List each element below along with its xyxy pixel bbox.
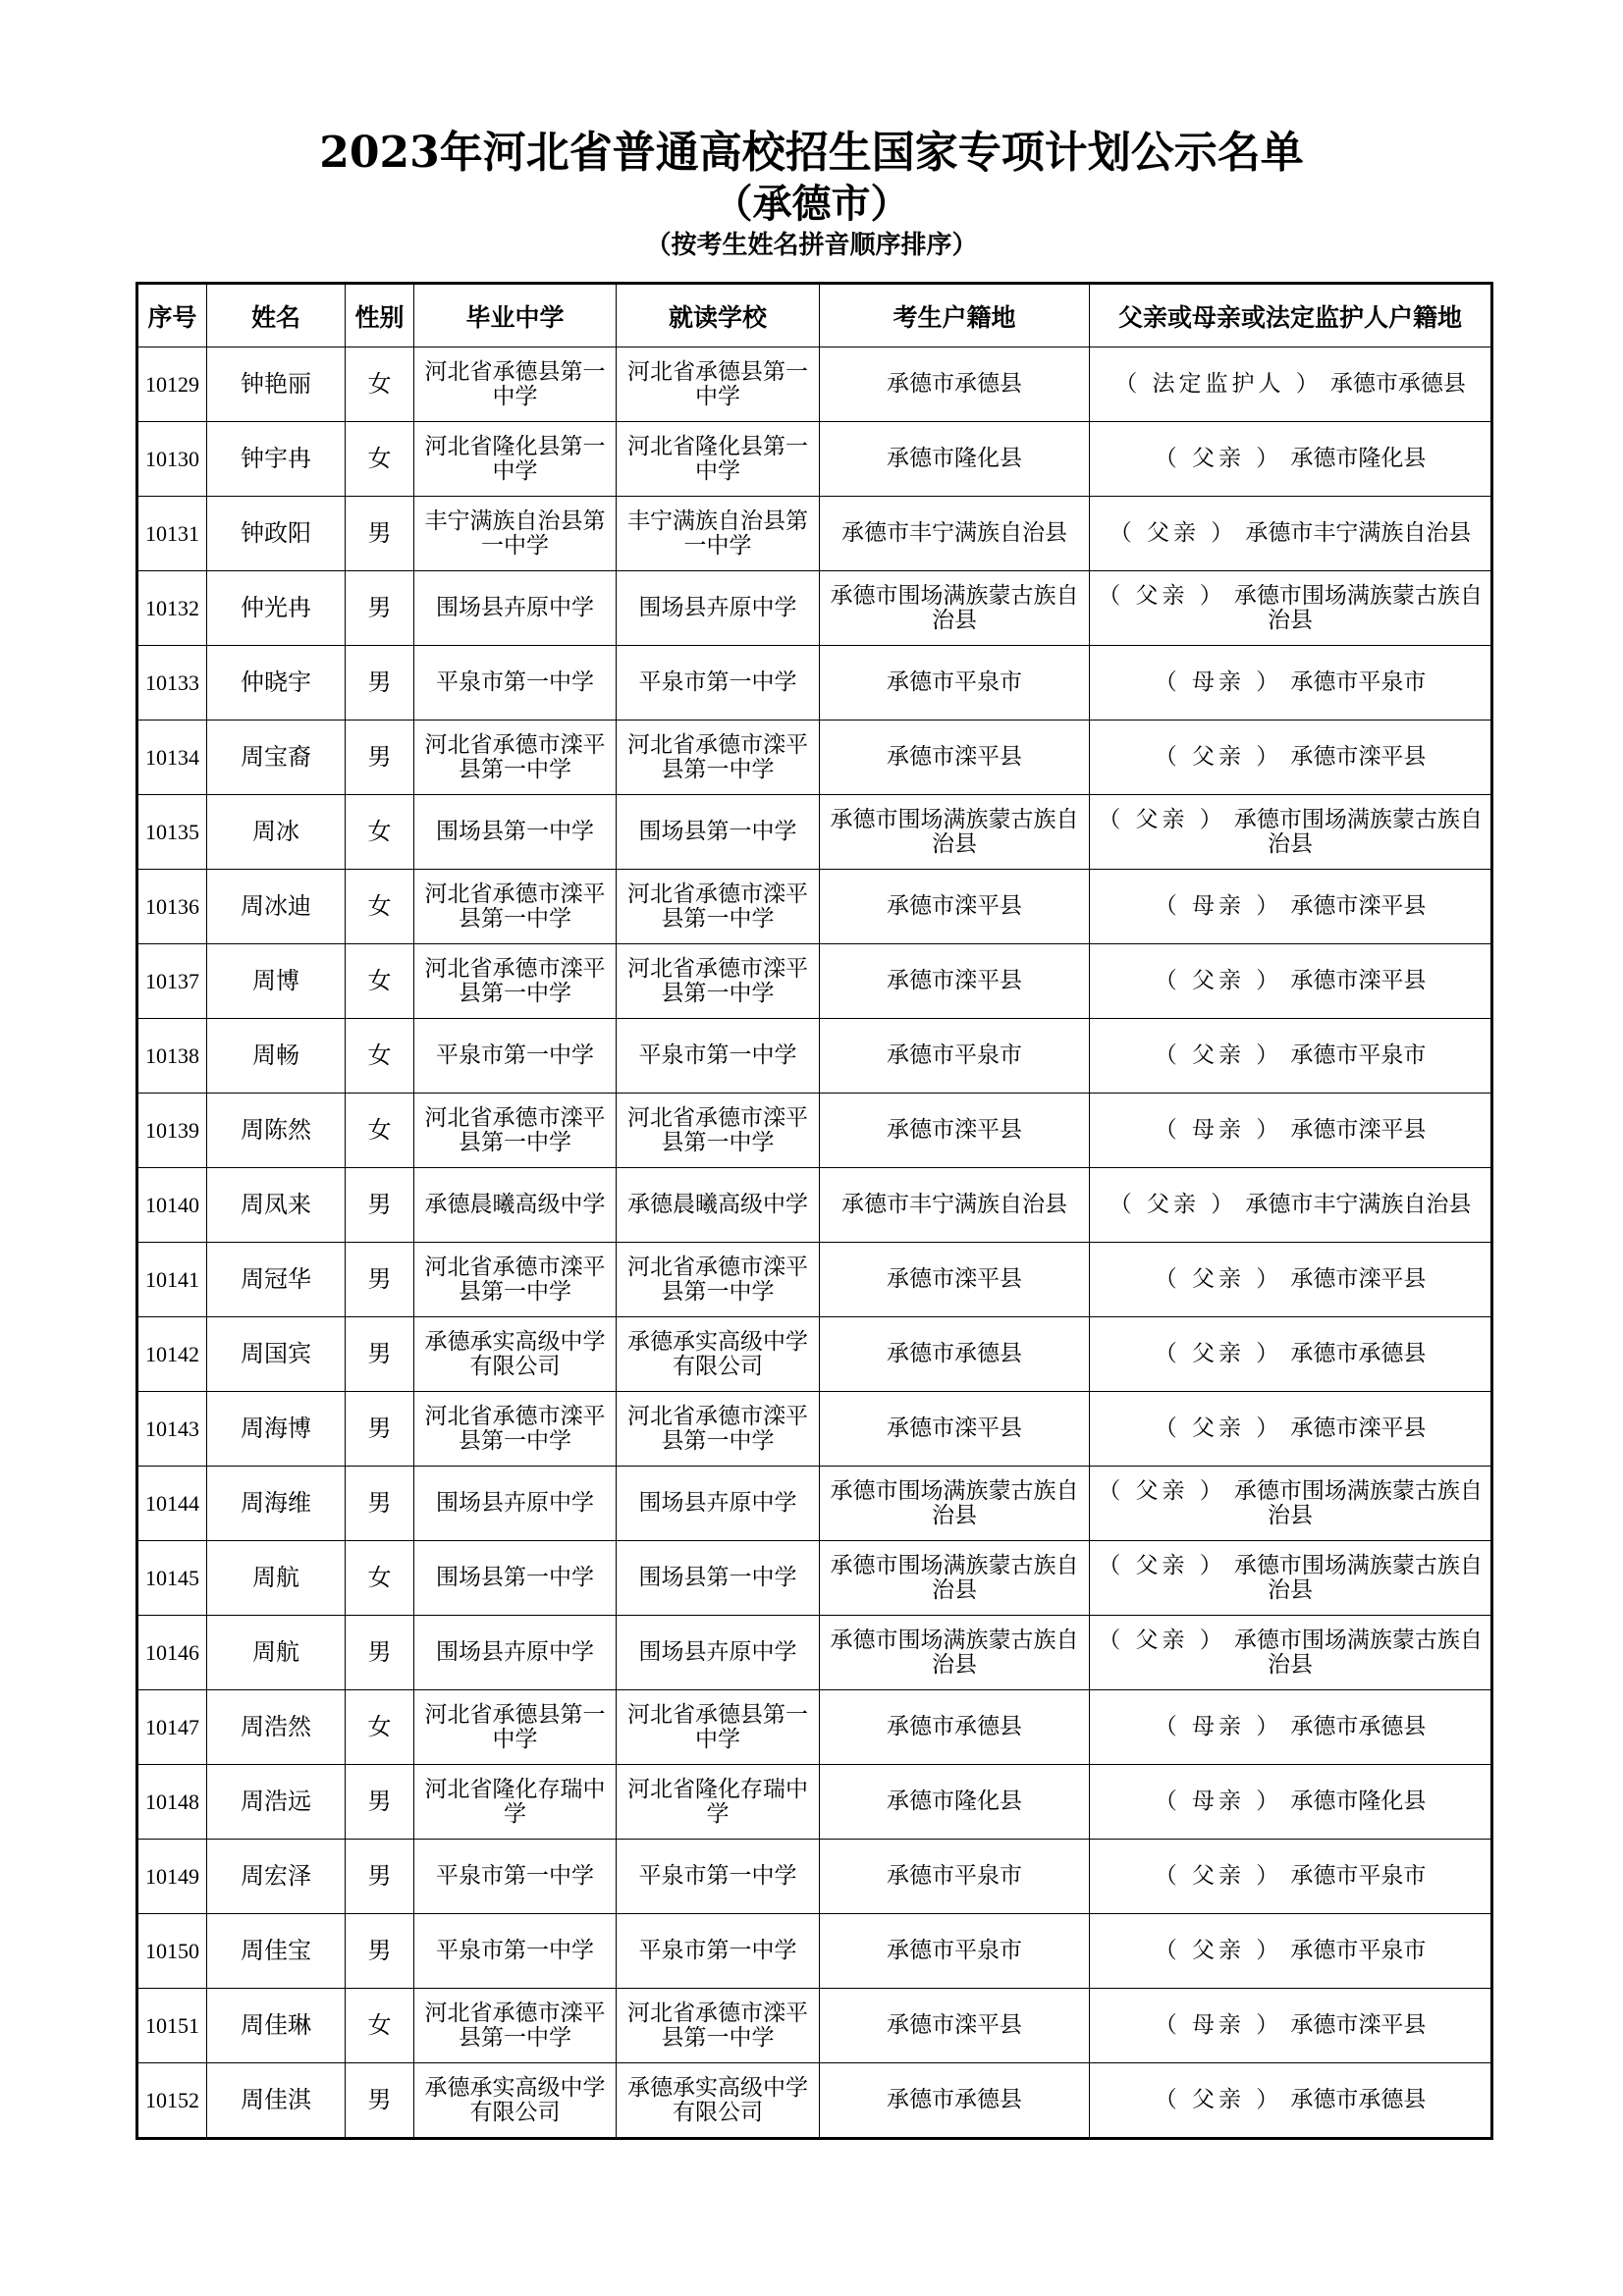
guardian-place: 承德市平泉市 bbox=[1290, 669, 1427, 695]
current-school: 河北省承德市滦平县第一中学 bbox=[617, 944, 820, 1019]
student-name: 周博 bbox=[207, 944, 346, 1019]
guardian-hukou bbox=[1090, 1690, 1492, 1765]
student-name: 周宝裔 bbox=[207, 721, 346, 795]
table-row bbox=[137, 2063, 1492, 2139]
guardian-relation: （ 父亲 ） bbox=[1098, 1552, 1226, 1578]
table-row bbox=[137, 1541, 1492, 1616]
student-gender: 女 bbox=[346, 944, 414, 1019]
table-row bbox=[137, 422, 1492, 497]
row-number: 10130 bbox=[137, 422, 207, 497]
guardian-hukou bbox=[1090, 1019, 1492, 1094]
guardian-hukou bbox=[1090, 1616, 1492, 1690]
guardian-place: 承德市滦平县 bbox=[1290, 1117, 1427, 1143]
table-row bbox=[137, 1467, 1492, 1541]
header-cur-school: 就读学校 bbox=[617, 284, 820, 347]
guardian-hukou bbox=[1090, 1168, 1492, 1243]
student-hukou: 承德市丰宁满族自治县 bbox=[820, 1168, 1090, 1243]
student-gender: 女 bbox=[346, 422, 414, 497]
graduation-school: 围场县卉原中学 bbox=[414, 571, 617, 646]
roster-table bbox=[135, 282, 1493, 2140]
guardian-place: 承德市滦平县 bbox=[1290, 1415, 1427, 1441]
row-number: 10146 bbox=[137, 1616, 207, 1690]
table-row bbox=[137, 646, 1492, 721]
guardian-hukou bbox=[1090, 1243, 1492, 1317]
guardian-place: 承德市滦平县 bbox=[1290, 2012, 1427, 2038]
student-gender: 女 bbox=[346, 1690, 414, 1765]
current-school: 河北省隆化县第一中学 bbox=[617, 422, 820, 497]
guardian-hukou bbox=[1090, 646, 1492, 721]
row-number: 10138 bbox=[137, 1019, 207, 1094]
row-number: 10149 bbox=[137, 1840, 207, 1914]
row-number: 10141 bbox=[137, 1243, 207, 1317]
header-no: 序号 bbox=[137, 284, 207, 347]
guardian-relation: （ 父亲 ） bbox=[1098, 1477, 1226, 1504]
guardian-place: 承德市围场满族蒙古族自治县 bbox=[1233, 1627, 1483, 1678]
guardian-relation: （ 母亲 ） bbox=[1154, 1714, 1283, 1739]
row-number: 10143 bbox=[137, 1392, 207, 1467]
guardian-relation: （ 母亲 ） bbox=[1154, 1789, 1283, 1814]
guardian-relation: （ 父亲 ） bbox=[1154, 744, 1283, 770]
table-row bbox=[137, 1840, 1492, 1914]
table-row bbox=[137, 571, 1492, 646]
guardian-place: 承德市滦平县 bbox=[1290, 893, 1427, 919]
student-hukou: 承德市承德县 bbox=[820, 1690, 1090, 1765]
current-school: 河北省承德县第一中学 bbox=[617, 347, 820, 422]
current-school: 围场县第一中学 bbox=[617, 1541, 820, 1616]
student-gender: 男 bbox=[346, 1914, 414, 1989]
guardian-place: 承德市滦平县 bbox=[1290, 968, 1427, 993]
student-gender: 男 bbox=[346, 646, 414, 721]
guardian-place: 承德市承德县 bbox=[1290, 2087, 1427, 2112]
guardian-place: 承德市围场满族蒙古族自治县 bbox=[1233, 1552, 1483, 1603]
header-hukou: 考生户籍地 bbox=[820, 284, 1090, 347]
student-gender: 男 bbox=[346, 1840, 414, 1914]
guardian-hukou bbox=[1090, 944, 1492, 1019]
guardian-relation: （ 父亲 ） bbox=[1154, 2087, 1283, 2112]
student-hukou: 承德市围场满族蒙古族自治县 bbox=[820, 1467, 1090, 1541]
guardian-relation: （ 父亲 ） bbox=[1154, 968, 1283, 993]
row-number: 10131 bbox=[137, 497, 207, 571]
guardian-hukou bbox=[1090, 1317, 1492, 1392]
student-gender: 女 bbox=[346, 870, 414, 944]
student-hukou: 承德市围场满族蒙古族自治县 bbox=[820, 571, 1090, 646]
guardian-place: 承德市围场满族蒙古族自治县 bbox=[1233, 582, 1483, 633]
student-hukou: 承德市承德县 bbox=[820, 347, 1090, 422]
row-number: 10142 bbox=[137, 1317, 207, 1392]
row-number: 10134 bbox=[137, 721, 207, 795]
row-number: 10132 bbox=[137, 571, 207, 646]
row-number: 10151 bbox=[137, 1989, 207, 2063]
student-hukou: 承德市滦平县 bbox=[820, 1392, 1090, 1467]
graduation-school: 承德晨曦高级中学 bbox=[414, 1168, 617, 1243]
guardian-hukou bbox=[1090, 1989, 1492, 2063]
graduation-school: 河北省隆化县第一中学 bbox=[414, 422, 617, 497]
student-name: 周佳宝 bbox=[207, 1914, 346, 1989]
student-gender: 女 bbox=[346, 1541, 414, 1616]
table-row bbox=[137, 795, 1492, 870]
row-number: 10137 bbox=[137, 944, 207, 1019]
current-school: 承德承实高级中学有限公司 bbox=[617, 1317, 820, 1392]
current-school: 平泉市第一中学 bbox=[617, 1840, 820, 1914]
table-row bbox=[137, 721, 1492, 795]
guardian-hukou bbox=[1090, 721, 1492, 795]
guardian-place: 承德市平泉市 bbox=[1290, 1863, 1427, 1889]
row-number: 10133 bbox=[137, 646, 207, 721]
student-name: 周畅 bbox=[207, 1019, 346, 1094]
graduation-school: 河北省承德市滦平县第一中学 bbox=[414, 944, 617, 1019]
table-row bbox=[137, 1690, 1492, 1765]
guardian-relation: （ 母亲 ） bbox=[1154, 1117, 1283, 1143]
guardian-place: 承德市承德县 bbox=[1290, 1714, 1427, 1739]
current-school: 河北省承德市滦平县第一中学 bbox=[617, 721, 820, 795]
current-school: 承德晨曦高级中学 bbox=[617, 1168, 820, 1243]
header-name: 姓名 bbox=[207, 284, 346, 347]
guardian-place: 承德市隆化县 bbox=[1290, 446, 1427, 471]
guardian-place: 承德市丰宁满族自治县 bbox=[1245, 520, 1472, 546]
student-name: 周冰迪 bbox=[207, 870, 346, 944]
table-row bbox=[137, 497, 1492, 571]
student-hukou: 承德市滦平县 bbox=[820, 721, 1090, 795]
student-name: 钟宇冉 bbox=[207, 422, 346, 497]
guardian-hukou bbox=[1090, 1840, 1492, 1914]
guardian-hukou bbox=[1090, 795, 1492, 870]
student-hukou: 承德市平泉市 bbox=[820, 1019, 1090, 1094]
student-gender: 男 bbox=[346, 1243, 414, 1317]
student-name: 周冠华 bbox=[207, 1243, 346, 1317]
table-row bbox=[137, 1168, 1492, 1243]
current-school: 河北省承德市滦平县第一中学 bbox=[617, 1989, 820, 2063]
guardian-place: 承德市承德县 bbox=[1329, 371, 1466, 397]
guardian-hukou bbox=[1090, 1392, 1492, 1467]
graduation-school: 丰宁满族自治县第一中学 bbox=[414, 497, 617, 571]
guardian-hukou bbox=[1090, 1914, 1492, 1989]
guardian-relation: （ 父亲 ） bbox=[1154, 1938, 1283, 1963]
guardian-relation: （ 母亲 ） bbox=[1154, 669, 1283, 695]
student-gender: 男 bbox=[346, 2063, 414, 2139]
graduation-school: 河北省承德市滦平县第一中学 bbox=[414, 721, 617, 795]
table-row bbox=[137, 1392, 1492, 1467]
student-hukou: 承德市隆化县 bbox=[820, 1765, 1090, 1840]
header-guardian-hukou: 父亲或母亲或法定监护人户籍地 bbox=[1090, 284, 1492, 347]
guardian-place: 承德市平泉市 bbox=[1290, 1938, 1427, 1963]
student-gender: 男 bbox=[346, 571, 414, 646]
guardian-hukou bbox=[1090, 1765, 1492, 1840]
student-name: 周浩远 bbox=[207, 1765, 346, 1840]
student-name: 周海博 bbox=[207, 1392, 346, 1467]
row-number: 10150 bbox=[137, 1914, 207, 1989]
guardian-place: 承德市平泉市 bbox=[1290, 1042, 1427, 1068]
student-name: 周国宾 bbox=[207, 1317, 346, 1392]
guardian-relation: （ 法定监护人 ） bbox=[1114, 371, 1323, 397]
guardian-relation: （ 父亲 ） bbox=[1098, 1627, 1226, 1653]
graduation-school: 河北省承德市滦平县第一中学 bbox=[414, 1243, 617, 1317]
student-hukou: 承德市围场满族蒙古族自治县 bbox=[820, 1541, 1090, 1616]
student-name: 周航 bbox=[207, 1541, 346, 1616]
graduation-school: 围场县第一中学 bbox=[414, 1541, 617, 1616]
graduation-school: 河北省承德市滦平县第一中学 bbox=[414, 870, 617, 944]
guardian-place: 承德市滦平县 bbox=[1290, 744, 1427, 770]
row-number: 10140 bbox=[137, 1168, 207, 1243]
graduation-school: 河北省隆化存瑞中学 bbox=[414, 1765, 617, 1840]
current-school: 围场县卉原中学 bbox=[617, 571, 820, 646]
student-gender: 女 bbox=[346, 795, 414, 870]
header-grad-school: 毕业中学 bbox=[414, 284, 617, 347]
student-name: 周佳淇 bbox=[207, 2063, 346, 2139]
student-name: 周佳琳 bbox=[207, 1989, 346, 2063]
current-school: 河北省承德市滦平县第一中学 bbox=[617, 1243, 820, 1317]
page-title: 2023年河北省普通高校招生国家专项计划公示名单 bbox=[319, 128, 1304, 178]
table-row bbox=[137, 347, 1492, 422]
student-name: 周凤来 bbox=[207, 1168, 346, 1243]
table-header-row bbox=[137, 284, 1492, 347]
student-gender: 男 bbox=[346, 1168, 414, 1243]
table-row bbox=[137, 1094, 1492, 1168]
student-hukou: 承德市滦平县 bbox=[820, 1243, 1090, 1317]
current-school: 丰宁满族自治县第一中学 bbox=[617, 497, 820, 571]
guardian-place: 承德市隆化县 bbox=[1290, 1789, 1427, 1814]
guardian-hukou bbox=[1090, 870, 1492, 944]
graduation-school: 围场县卉原中学 bbox=[414, 1616, 617, 1690]
current-school: 围场县卉原中学 bbox=[617, 1467, 820, 1541]
graduation-school: 围场县卉原中学 bbox=[414, 1467, 617, 1541]
guardian-hukou bbox=[1090, 422, 1492, 497]
student-hukou: 承德市承德县 bbox=[820, 1317, 1090, 1392]
guardian-hukou bbox=[1090, 571, 1492, 646]
student-name: 周宏泽 bbox=[207, 1840, 346, 1914]
page-subtitle-city: （承德市） bbox=[713, 181, 910, 227]
guardian-relation: （ 父亲 ） bbox=[1154, 1341, 1283, 1366]
student-hukou: 承德市丰宁满族自治县 bbox=[820, 497, 1090, 571]
table-row bbox=[137, 870, 1492, 944]
current-school: 平泉市第一中学 bbox=[617, 646, 820, 721]
student-hukou: 承德市滦平县 bbox=[820, 1094, 1090, 1168]
current-school: 河北省承德市滦平县第一中学 bbox=[617, 1094, 820, 1168]
graduation-school: 河北省承德市滦平县第一中学 bbox=[414, 1094, 617, 1168]
graduation-school: 围场县第一中学 bbox=[414, 795, 617, 870]
current-school: 平泉市第一中学 bbox=[617, 1019, 820, 1094]
guardian-hukou bbox=[1090, 347, 1492, 422]
student-gender: 男 bbox=[346, 721, 414, 795]
student-hukou: 承德市围场满族蒙古族自治县 bbox=[820, 1616, 1090, 1690]
student-hukou: 承德市平泉市 bbox=[820, 646, 1090, 721]
header-gender: 性别 bbox=[346, 284, 414, 347]
guardian-relation: （ 母亲 ） bbox=[1154, 893, 1283, 919]
graduation-school: 承德承实高级中学有限公司 bbox=[414, 2063, 617, 2139]
guardian-hukou bbox=[1090, 2063, 1492, 2139]
student-hukou: 承德市围场满族蒙古族自治县 bbox=[820, 795, 1090, 870]
graduation-school: 平泉市第一中学 bbox=[414, 1019, 617, 1094]
graduation-school: 平泉市第一中学 bbox=[414, 646, 617, 721]
student-gender: 男 bbox=[346, 1765, 414, 1840]
graduation-school: 河北省承德市滦平县第一中学 bbox=[414, 1392, 617, 1467]
student-gender: 男 bbox=[346, 1392, 414, 1467]
guardian-relation: （ 父亲 ） bbox=[1154, 1266, 1283, 1292]
student-gender: 女 bbox=[346, 1094, 414, 1168]
current-school: 河北省承德市滦平县第一中学 bbox=[617, 1392, 820, 1467]
guardian-relation: （ 母亲 ） bbox=[1154, 2012, 1283, 2038]
guardian-place: 承德市围场满族蒙古族自治县 bbox=[1233, 806, 1483, 857]
row-number: 10147 bbox=[137, 1690, 207, 1765]
table-row bbox=[137, 1317, 1492, 1392]
student-gender: 男 bbox=[346, 497, 414, 571]
student-hukou: 承德市滦平县 bbox=[820, 944, 1090, 1019]
student-name: 周航 bbox=[207, 1616, 346, 1690]
student-hukou: 承德市平泉市 bbox=[820, 1840, 1090, 1914]
student-hukou: 承德市滦平县 bbox=[820, 1989, 1090, 2063]
guardian-hukou bbox=[1090, 1094, 1492, 1168]
student-name: 钟艳丽 bbox=[207, 347, 346, 422]
student-gender: 男 bbox=[346, 1616, 414, 1690]
guardian-relation: （ 父亲 ） bbox=[1098, 806, 1226, 832]
guardian-place: 承德市滦平县 bbox=[1290, 1266, 1427, 1292]
current-school: 河北省承德市滦平县第一中学 bbox=[617, 870, 820, 944]
student-name: 仲光冉 bbox=[207, 571, 346, 646]
graduation-school: 平泉市第一中学 bbox=[414, 1914, 617, 1989]
table-row bbox=[137, 1616, 1492, 1690]
student-gender: 男 bbox=[346, 1317, 414, 1392]
guardian-hukou bbox=[1090, 497, 1492, 571]
guardian-place: 承德市承德县 bbox=[1290, 1341, 1427, 1366]
table-row bbox=[137, 1019, 1492, 1094]
guardian-relation: （ 父亲 ） bbox=[1109, 520, 1238, 546]
current-school: 围场县第一中学 bbox=[617, 795, 820, 870]
guardian-relation: （ 父亲 ） bbox=[1154, 1042, 1283, 1068]
current-school: 平泉市第一中学 bbox=[617, 1914, 820, 1989]
student-hukou: 承德市承德县 bbox=[820, 2063, 1090, 2139]
student-gender: 女 bbox=[346, 1019, 414, 1094]
current-school: 河北省隆化存瑞中学 bbox=[617, 1765, 820, 1840]
guardian-place: 承德市丰宁满族自治县 bbox=[1245, 1192, 1472, 1217]
guardian-hukou bbox=[1090, 1541, 1492, 1616]
student-name: 钟政阳 bbox=[207, 497, 346, 571]
table-row bbox=[137, 1989, 1492, 2063]
table-row bbox=[137, 1765, 1492, 1840]
student-hukou: 承德市滦平县 bbox=[820, 870, 1090, 944]
guardian-place: 承德市围场满族蒙古族自治县 bbox=[1233, 1477, 1483, 1528]
row-number: 10144 bbox=[137, 1467, 207, 1541]
graduation-school: 河北省承德市滦平县第一中学 bbox=[414, 1989, 617, 2063]
student-name: 仲晓宇 bbox=[207, 646, 346, 721]
guardian-relation: （ 父亲 ） bbox=[1154, 1415, 1283, 1441]
student-gender: 女 bbox=[346, 347, 414, 422]
table-row bbox=[137, 1243, 1492, 1317]
current-school: 河北省承德县第一中学 bbox=[617, 1690, 820, 1765]
row-number: 10152 bbox=[137, 2063, 207, 2139]
table-row bbox=[137, 944, 1492, 1019]
row-number: 10129 bbox=[137, 347, 207, 422]
guardian-relation: （ 父亲 ） bbox=[1109, 1192, 1238, 1217]
current-school: 承德承实高级中学有限公司 bbox=[617, 2063, 820, 2139]
page-subtitle-sort-note: （按考生姓名拼音顺序排序） bbox=[645, 231, 978, 260]
row-number: 10135 bbox=[137, 795, 207, 870]
student-hukou: 承德市平泉市 bbox=[820, 1914, 1090, 1989]
graduation-school: 河北省承德县第一中学 bbox=[414, 1690, 617, 1765]
row-number: 10148 bbox=[137, 1765, 207, 1840]
student-name: 周陈然 bbox=[207, 1094, 346, 1168]
row-number: 10145 bbox=[137, 1541, 207, 1616]
graduation-school: 承德承实高级中学有限公司 bbox=[414, 1317, 617, 1392]
graduation-school: 河北省承德县第一中学 bbox=[414, 347, 617, 422]
student-name: 周冰 bbox=[207, 795, 346, 870]
graduation-school: 平泉市第一中学 bbox=[414, 1840, 617, 1914]
guardian-relation: （ 父亲 ） bbox=[1098, 582, 1226, 609]
guardian-relation: （ 父亲 ） bbox=[1154, 446, 1283, 471]
current-school: 围场县卉原中学 bbox=[617, 1616, 820, 1690]
row-number: 10136 bbox=[137, 870, 207, 944]
guardian-relation: （ 父亲 ） bbox=[1154, 1863, 1283, 1889]
student-gender: 女 bbox=[346, 1989, 414, 2063]
student-hukou: 承德市隆化县 bbox=[820, 422, 1090, 497]
row-number: 10139 bbox=[137, 1094, 207, 1168]
student-name: 周浩然 bbox=[207, 1690, 346, 1765]
table-row bbox=[137, 1914, 1492, 1989]
guardian-hukou bbox=[1090, 1467, 1492, 1541]
student-name: 周海维 bbox=[207, 1467, 346, 1541]
student-gender: 男 bbox=[346, 1467, 414, 1541]
